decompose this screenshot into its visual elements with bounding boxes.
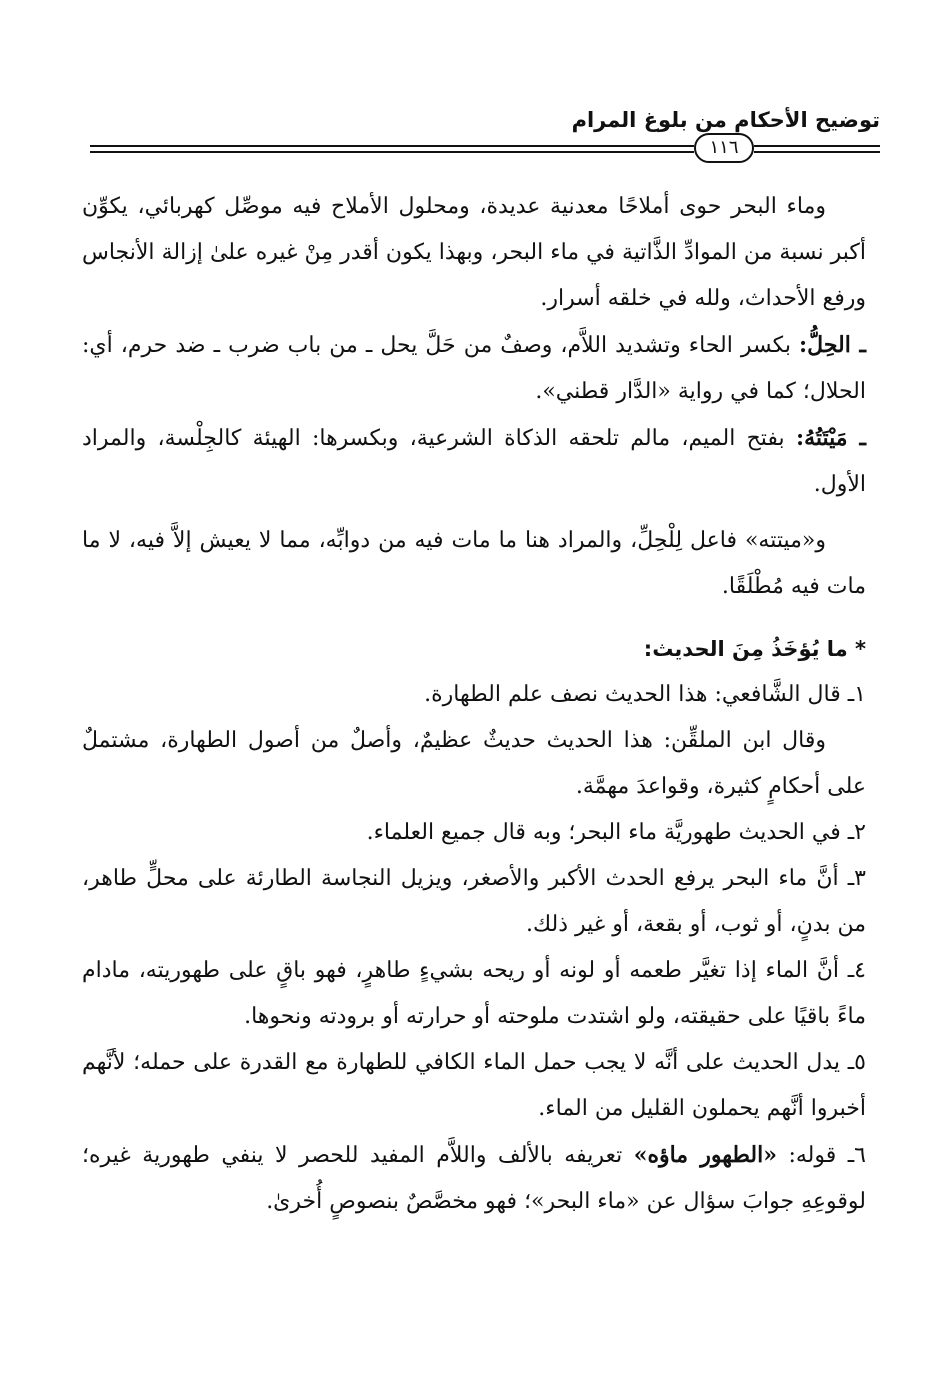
list-item-6-prefix: ٦ـ قوله: <box>788 1143 866 1168</box>
header-rule <box>754 145 880 147</box>
definition-mayta <box>82 415 866 508</box>
list-item-5: ٥ـ يدل الحديث على أنَّه لا يجب حمل الماء الكافي للطهارة مع القدرة على حمله؛ لأنَّهم أخبروا أنَّهم يحملون القليل من الماء. <box>82 1050 866 1121</box>
definition-mayta-text: بفتح الميم، مالم تلحقه الذكاة الشرعية، وبكسرها: الهيئة كالجِلْسة، والمراد الأول. <box>82 426 866 497</box>
definition-hil <box>82 322 866 415</box>
section-heading: * ما يُؤخَذُ مِنَ الحديث: <box>643 637 866 661</box>
term-mayta: ـ مَيْتَتُهُ: <box>795 425 866 451</box>
page-body <box>82 184 866 1225</box>
header-rule <box>90 151 694 153</box>
term-hil: ـ الحِلُّ: <box>799 332 866 358</box>
definition-hil-text: بكسر الحاء وتشديد اللاَّم، وصفٌ من حَلَّ يحل ـ من باب ضرب ـ ضد حرم، أي: الحلال؛ كما في رواية «الدَّار قطني». <box>82 333 866 404</box>
list-item-6 <box>82 1132 866 1225</box>
page-header <box>90 100 880 160</box>
list-item-4: ٤ـ أنَّ الماء إذا تغيَّر طعمه أو لونه أو ريحه بشيءٍ طاهرٍ، فهو باقٍ على طهوريته، مادام ماءً باقيًا على حقيقته، ولو اشتدت ملوحته أو حرارته أو برودته ونحوها. <box>82 958 866 1029</box>
page-number: ١١٦ <box>694 133 754 163</box>
list-item-2: ٢ـ في الحديث طهوريَّة ماء البحر؛ وبه قال جميع العلماء. <box>366 820 866 845</box>
paragraph-sea-salts: وماء البحر حوى أملاحًا معدنية عديدة، ومحلول الأملاح فيه موصِّل كهربائي، يكوِّن أكبر نسبة من الموادِّ الذَّاتية في ماء البحر، وبهذا يكون أقدر مِنْ غيره علىٰ إزالة الأنجاس ورفع الأحداث، ولله في خلقه أسرار. <box>82 194 866 311</box>
quoted-phrase: «الطهور ماؤه» <box>633 1142 777 1168</box>
list-item-1-quote: وقال ابن الملقِّن: هذا الحديث حديثٌ عظيمٌ، وأصلٌ من أصول الطهارة، مشتملٌ على أحكامٍ كثيرة، وقواعدَ مهمَّة. <box>82 728 866 799</box>
list-item-3: ٣ـ أنَّ ماء البحر يرفع الحدث الأكبر والأصغر، ويزيل النجاسة الطارئة على محلٍّ طاهر، من بدنٍ، أو ثوب، أو بقعة، أو غير ذلك. <box>82 866 866 937</box>
running-title: توضيح الأحكام من بلوغ المرام <box>571 108 880 132</box>
paragraph-mayta-meaning: و«ميتته» فاعل لِلْحِلِّ، والمراد هنا ما مات فيه من دوابِّه، مما لا يعيش إلاَّ فيه، لا ما مات فيه مُطْلَقًا. <box>82 528 866 599</box>
header-rule <box>754 151 880 153</box>
header-rule <box>90 145 694 147</box>
list-item-1: ١ـ قال الشَّافعي: هذا الحديث نصف علم الطهارة. <box>424 682 866 707</box>
list-item-6-text: تعريفه بالألف واللاَّم المفيد للحصر لا ينفي طهورية غيره؛ لوقوعِهِ جوابَ سؤال عن «ماء البحر»؛ فهو مخصَّصٌ بنصوصٍ أُخرىٰ. <box>82 1143 866 1214</box>
